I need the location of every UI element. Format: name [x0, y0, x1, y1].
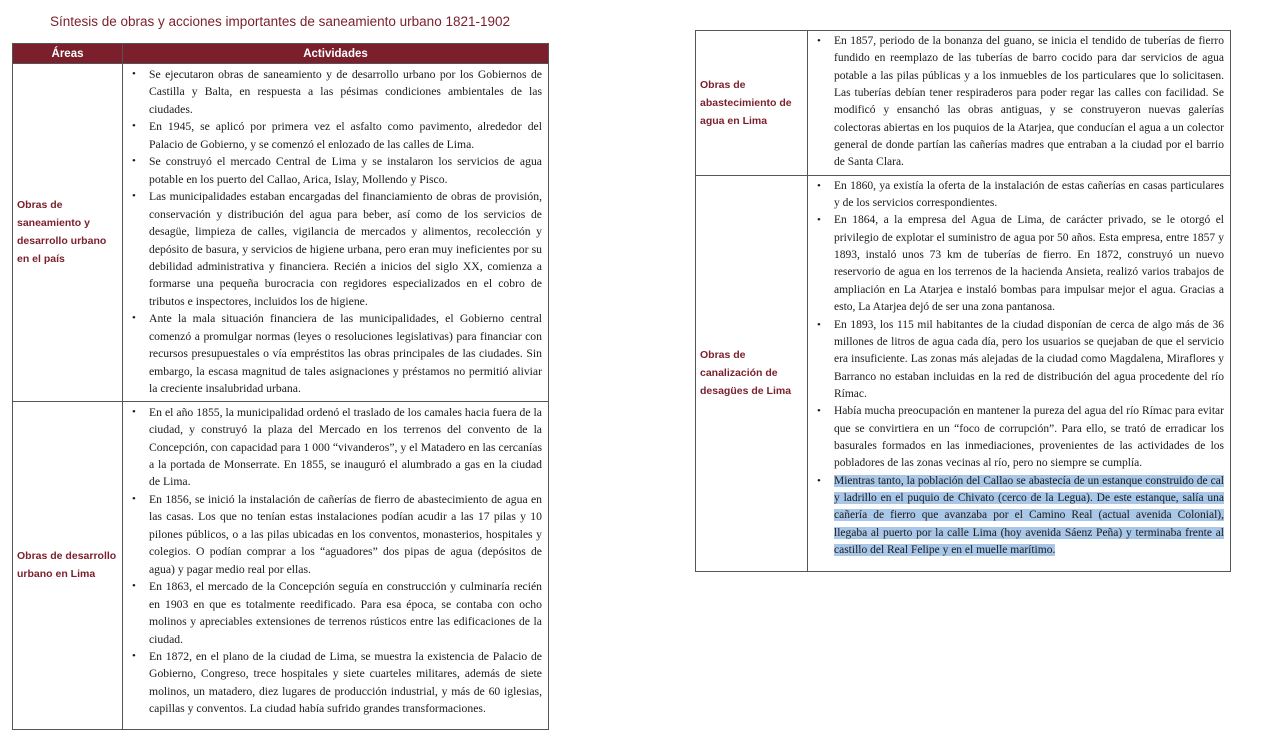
activity-list	[808, 31, 1230, 175]
area-cell: Obras de canalización de desagües de Lima	[696, 175, 808, 571]
activity-list	[123, 402, 548, 721]
list-item: • En 1856, se inició la instalación de cañerías de fierro de abastecimiento de agua en las casas. Los que no tenían estas instalaciones podían acudir a las 17 pilas y 10 pilones públicos, o a las pilas ubicadas en los conventos, monasterios, hospitales y colegios. O podían comprar a los “aguadores” dos pipas de agua (depósitos de agua) y pagar medio real por ellas.	[149, 491, 542, 578]
right-table	[695, 30, 1231, 572]
activities-cell	[808, 175, 1231, 571]
activities-cell	[123, 64, 549, 402]
list-item: • Había mucha preocupación en mantener la pureza del agua del río Rímac para evitar que se convirtiera en un “foco de corrupción”. Para ello, se trató de erradicar los basurales formados en las inmediaciones, provenientes de las actividades de los pobladores de las zonas vecinas al río, pero no siempre se cumplía.	[834, 403, 1224, 472]
area-cell: Obras de desarrollo urbano en Lima	[13, 401, 123, 729]
activities-cell	[808, 31, 1231, 176]
list-item: • En 1860, ya existía la oferta de la instalación de estas cañerías en casas particulares y de los servicios correspondientes.	[834, 178, 1224, 213]
table-row	[13, 401, 549, 729]
area-cell: Obras de abastecimiento de agua en Lima	[696, 31, 808, 176]
list-item: • Se ejecutaron obras de saneamiento y de desarrollo urbano por los Gobiernos de Castilla y Balta, en respuesta a las pésimas condiciones ambientales de las ciudades.	[149, 66, 542, 118]
activities-cell	[123, 401, 549, 729]
list-item: • En 1872, en el plano de la ciudad de Lima, se muestra la existencia de Palacio de Gobierno, Congreso, trece hospitales y siete cuarteles militares, además de siete molinos, un matadero, diez lugares de producción industrial, y más de 60 iglesias, capillas y conventos. La ciudad había sufrido grandes transformaciones.	[149, 648, 542, 718]
selected-text[interactable]: Mientras tanto, la población del Callao se abastecía de un estanque construido de cal y ladrillo en el puquio de Chivato (cerco de la Legua). De este estanque, salía una cañería de fierro que avanzaba por el Camino Real (actual avenida Colonial), llegaba al puerto por la calle Lima (hoy avenida Sáenz Peña) y terminaba frente al castillo del Real Felipe y en el muelle marítimo.	[834, 474, 1224, 556]
document-title: Síntesis de obras y acciones importantes de saneamiento urbano 1821-1902	[49, 14, 511, 29]
table-row	[696, 31, 1231, 176]
list-item: • En el año 1855, la municipalidad ordenó el traslado de los camales hacia fuera de la ciudad, y construyó la plaza del Mercado en los terrenos del convento de la Concepción, con capacidad para 1 000 “vivanderos”, y el Matadero en las cercanías a la portada de Monserrate. En 1855, se inauguró el alumbrado a gas en la ciudad de Lima.	[149, 404, 542, 491]
list-item: • Ante la mala situación financiera de las municipalidades, el Gobierno central comenzó a promulgar normas (leyes o resoluciones legislativas) para financiar con recursos presupuestales o vía empréstitos las obras principales de las ciudades. Sin embargo, la escasa magnitud de tales asignaciones y préstamos no permitió aliviar la creciente insalubridad urbana.	[149, 310, 542, 397]
activity-list	[123, 64, 548, 401]
table-header-row	[13, 44, 549, 64]
list-item: • En 1945, se aplicó por primera vez el asfalto como pavimento, alrededor del Palacio de Gobierno, y se comenzó el enlozado de las calles de Lima.	[149, 118, 542, 153]
list-item: • En 1864, a la empresa del Agua de Lima, de carácter privado, se le otorgó el privilegio de explotar el suministro de agua por 50 años. Esta empresa, entre 1857 y 1893, instaló unos 73 km de tuberías de fierro. En 1872, construyó un nuevo reservorio de agua en los terrenos de la hacienda Ansieta, realizó varios trabajos de ampliación en La Atarjea e instaló bombas para impulsar mejor el agua. Gracias a esto, La Atarjea dejó de ser una zona pantanosa.	[834, 212, 1224, 316]
highlighted-list-item[interactable]	[834, 473, 1224, 560]
area-cell: Obras de saneamiento y desarrollo urbano en el país	[13, 64, 123, 402]
list-item: • Se construyó el mercado Central de Lima y se instalaron los servicios de agua potable en los puerto del Callao, Arica, Islay, Mollendo y Pisco.	[149, 153, 542, 188]
activity-list	[808, 176, 1230, 563]
list-item: • En 1863, el mercado de la Concepción seguía en construcción y culminaría recién en 1903 en que es totalmente reedificado. Para esa época, se contaba con ocho molinos y apreciables extensiones de terrenos rústicos entre las edificaciones de la ciudad.	[149, 578, 542, 648]
header-areas: Áreas	[13, 44, 123, 64]
list-item: • Las municipalidades estaban encargadas del financiamiento de obras de provisión, conservación y distribución del agua para beber, así como de los servicios de desagüe, limpieza de calles, vigilancia de mercados y alimentos, recolección y depósito de basura, y servicios de higiene urbana, pero eran muy ineficientes por su debilidad administrativa y financiera. Recién a inicios del siglo XX, comienza a formarse una pequeña burocracia con regidores especializados en el cobro de tributos e inspectores, incluidos los de higiene.	[149, 188, 542, 310]
list-item: • En 1893, los 115 mil habitantes de la ciudad disponían de cerca de algo más de 36 millones de litros de agua cada día, pero los usuarios se quejaban de que el servicio era insuficiente. Las zonas más alejadas de la ciudad como Magdalena, Miraflores y Barranco no estaban incluidas en la red de distribución del agua procedente del río Rímac.	[834, 317, 1224, 404]
header-actividades: Actividades	[123, 44, 549, 64]
left-table	[12, 43, 549, 730]
table-row	[696, 175, 1231, 571]
list-item: • En 1857, periodo de la bonanza del guano, se inicia el tendido de tuberías de fierro fundido en reemplazo de las tuberías de barro cocido para dar servicios de agua potable a las pilas públicas y a los inmuebles de los particulares que lo solicitasen. Las tuberías debían tener respiraderos para poder regar las calles con facilidad. Se modificó y ensanchó las obras antiguas, y se construyeron nuevas galerías colectoras abiertas en los puquios de la Atarjea, que conducían el agua a un colector general de donde partían las cañerías madres que entraban a la ciudad por el barrio de Santa Clara.	[834, 33, 1224, 172]
table-row	[13, 64, 549, 402]
